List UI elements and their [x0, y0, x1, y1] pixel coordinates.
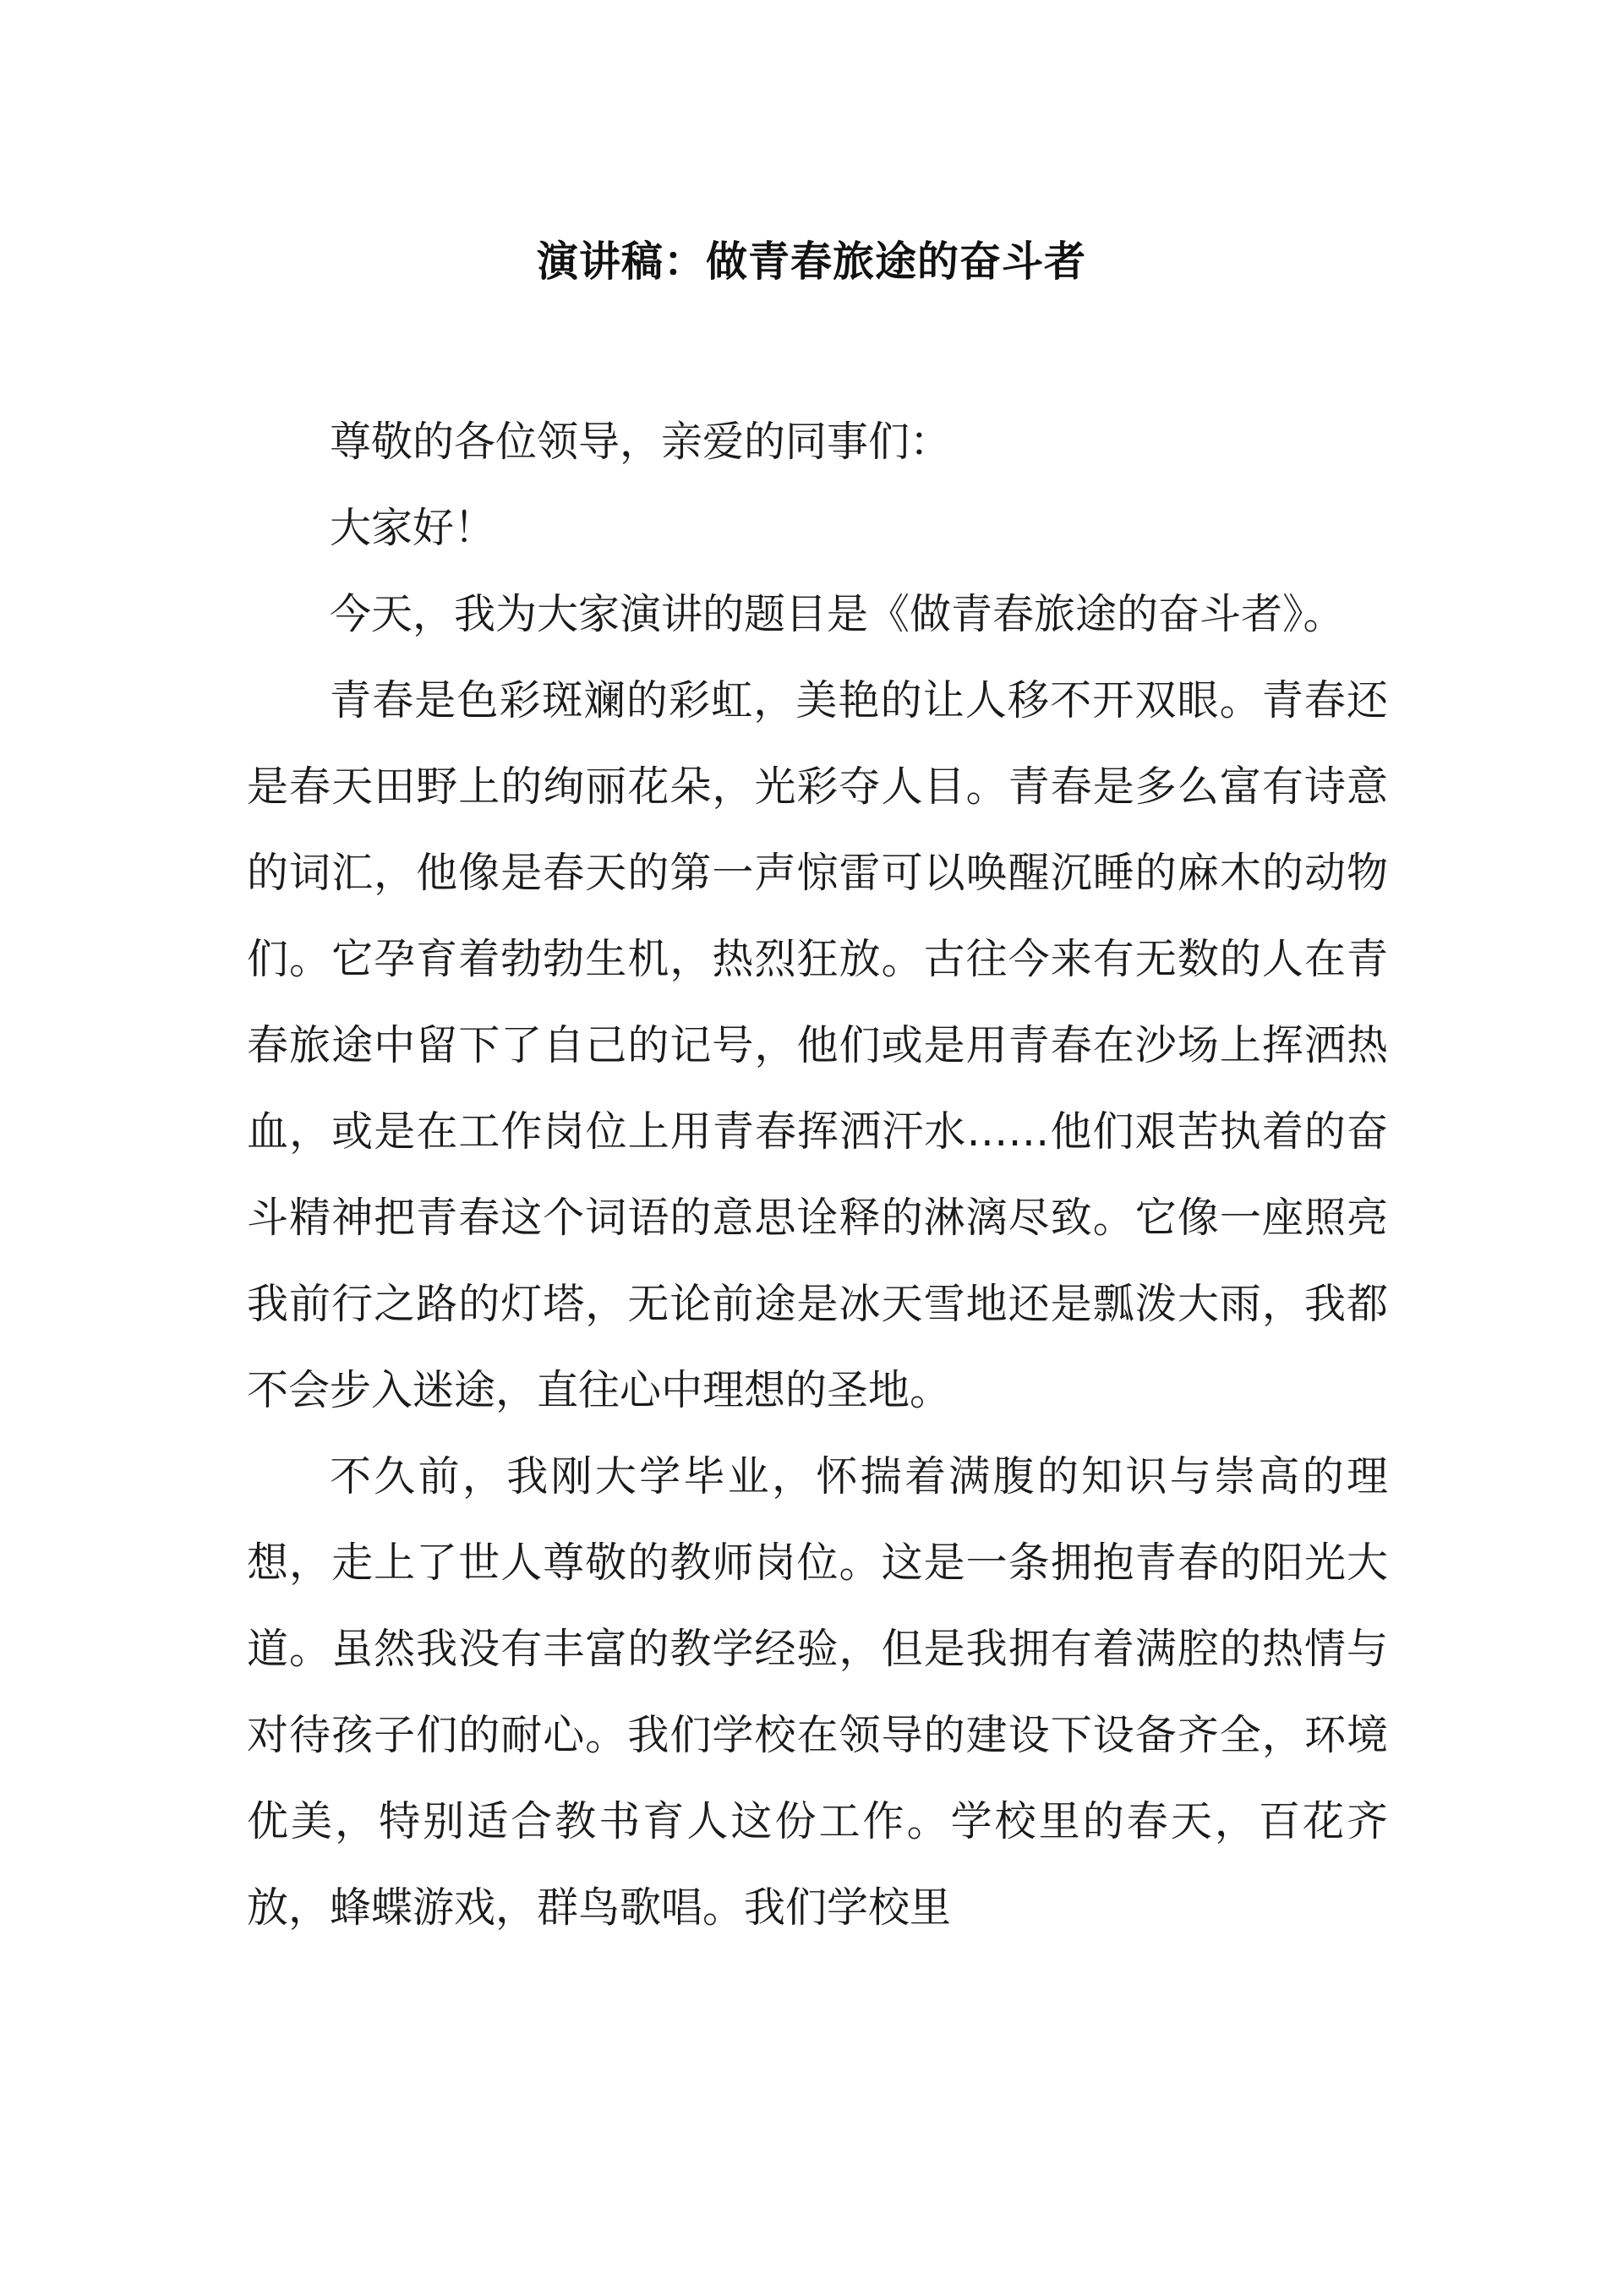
- paragraph-greeting: 尊敬的各位领导，亲爱的同事们：: [330, 418, 952, 466]
- paragraph-topic: 今天，我为大家演讲的题目是《做青春旅途的奋斗者》。: [330, 590, 1345, 638]
- paragraph-youth: 青春是色彩斑斓的彩虹，美艳的让人移不开双眼。青春还是春天田野上的绚丽花朵，光彩夺人目。青春是多么富有诗意的词汇，他像是春天的第一声惊雷可以唤醒沉睡的麻木的动物们。它孕育着勃勃生机，热烈狂放。古往今来有无数的人在青春旅途中留下了自己的记号，他们或是用青春在沙场上挥洒热血，或是在工作岗位上用青春挥洒汗水……他们艰苦执着的奋斗精神把青春这个词语的意思诠释的淋漓尽致。它像一座照亮我前行之路的灯塔，无论前途是冰天雪地还是瓢泼大雨，我都不会步入迷途，直往心中理想的圣地。: [247, 676, 1388, 1414]
- paragraph-teacher: 不久前，我刚大学毕业，怀揣着满腹的知识与崇高的理想，走上了世人尊敬的教师岗位。这是一条拥抱青春的阳光大道。虽然我没有丰富的教学经验，但是我拥有着满腔的热情与对待孩子们的耐心。我们学校在领导的建设下设备齐全，环境优美，特别适合教书育人这份工作。学校里的春天，百花齐放，蜂蝶游戏，群鸟歌唱。我们学校里: [247, 1452, 1388, 1932]
- document-body: [247, 399, 1388, 1951]
- document-title: 演讲稿：做青春旅途的奋斗者: [536, 238, 1086, 286]
- paragraph-hello: 大家好！: [330, 504, 496, 552]
